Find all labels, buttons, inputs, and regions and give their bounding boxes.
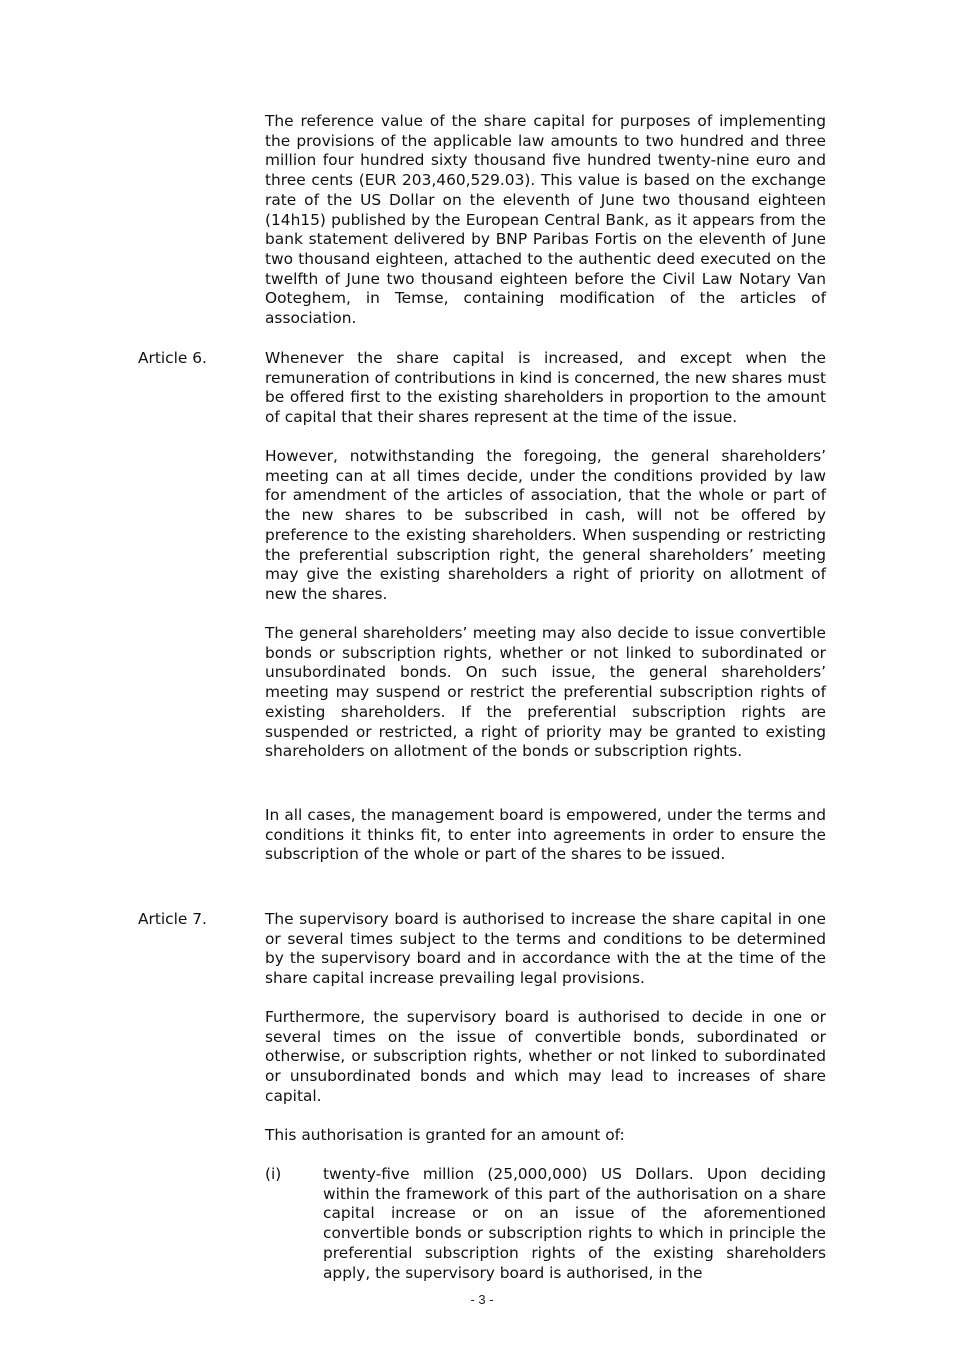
list-item-marker: (i) xyxy=(265,1165,282,1183)
article-7-paragraph-3: This authorisation is granted for an amount of: xyxy=(265,1126,625,1144)
page-number: - 3 - xyxy=(470,1292,494,1307)
article-6-paragraph-4: In all cases, the management board is empowered, under the terms and conditions it thinks fit, to enter into agreements in order to ensure the subscription of the whole or part of the shares to be issued. xyxy=(265,806,826,864)
article-7-label: Article 7. xyxy=(138,910,207,928)
reference-value-paragraph: The reference value of the share capital for purposes of implementing the provisions of the applicable law amounts to two hundred and three million four hundred sixty thousand five hundred twenty-nine euro and three cents (EUR 203,460,529.03). This value is based on the exchange rate of the US Dollar on the eleventh of June two thousand eighteen (14h15) published by the European Central Bank, as it appears from the bank statement delivered by BNP Paribas Fortis on the eleventh of June two thousand eighteen, attached to the authentic deed executed on the twelfth of June two thousand eighteen before the Civil Law Notary Van Ooteghem, in Temse, containing modification of the articles of association. xyxy=(265,112,826,328)
article-6-label: Article 6. xyxy=(138,349,207,367)
list-item-text: twenty-five million (25,000,000) US Dollars. Upon deciding within the framework of this part of the authorisation on a share capital increase or on an issue of the aforementioned convertible bonds or subscription rights to which in principle the preferential subscription rights of the existing shareholders apply, the supervisory board is authorised, in the xyxy=(323,1165,826,1282)
article-6-paragraph-3: The general shareholders’ meeting may also decide to issue convertible bonds or subscription rights, whether or not linked to subordinated or unsubordinated bonds. On such issue, the general shareholders’ meeting may suspend or restrict the preferential subscription rights of existing shareholders. If the preferential subscription rights are suspended or restricted, a right of priority may be granted to existing shareholders on allotment of the bonds or subscription rights. xyxy=(265,624,826,761)
article-7-paragraph-2: Furthermore, the supervisory board is authorised to decide in one or several times on the issue of convertible bonds, subordinated or otherwise, or subscription rights, whether or not linked to subordinated or unsubordinated bonds and which may lead to increases of share capital. xyxy=(265,1008,826,1105)
article-7-paragraph-1: The supervisory board is authorised to increase the share capital in one or several times subject to the terms and conditions to be determined by the supervisory board and in accordance with the at the time of the share capital increase prevailing legal provisions. xyxy=(265,910,826,988)
article-6-paragraph-2: However, notwithstanding the foregoing, the general shareholders’ meeting can at all times decide, under the conditions provided by law for amendment of the articles of association, that the whole or part of the new shares to be subscribed in cash, will not be offered by preference to the existing shareholders. When suspending or restricting the preferential subscription right, the general shareholders’ meeting may give the existing shareholders a right of priority on allotment of new the shares. xyxy=(265,447,826,603)
article-6-paragraph-1: Whenever the share capital is increased, and except when the remuneration of contributions in kind is concerned, the new shares must be offered first to the existing shareholders in proportion to the amount of capital that their shares represent at the time of the issue. xyxy=(265,349,826,427)
